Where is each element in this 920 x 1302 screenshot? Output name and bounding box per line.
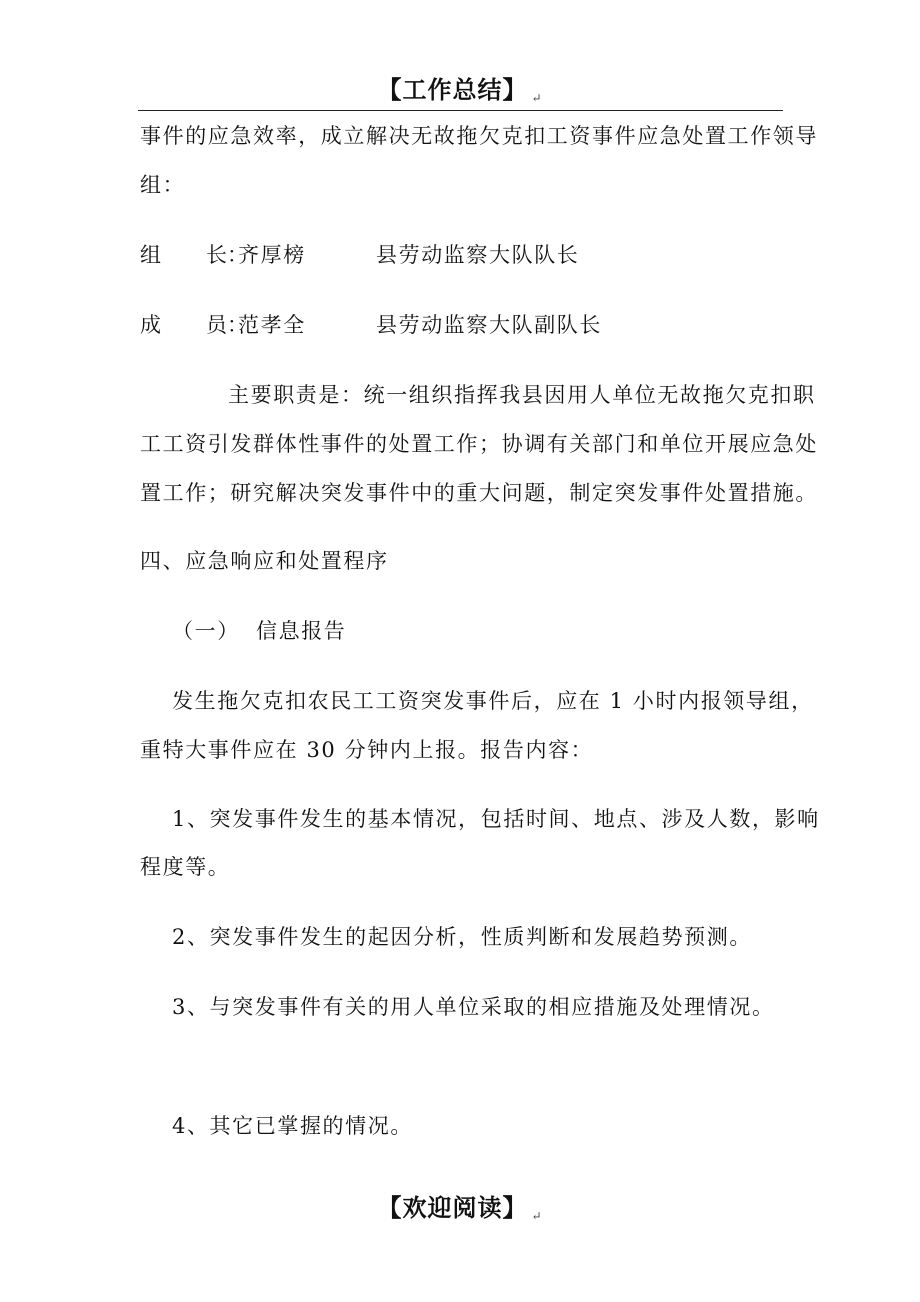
report-line-1: 发生拖欠克扣农民工工资突发事件后，应在 1 小时内报领导组， [172, 689, 814, 713]
subsection-title: 信息报告 [256, 619, 347, 643]
list-item-4: 4、其它已掌握的情况。 [172, 1114, 413, 1138]
intro-line-2: 组： [140, 173, 186, 197]
roster-row-member [140, 311, 602, 339]
list-item-3: 3、与突发事件有关的用人单位采取的相应措施及处理情况。 [172, 995, 775, 1019]
roster-title: 县劳动监察大队副队长 [376, 313, 602, 337]
footer-title [0, 1188, 920, 1223]
duties-line-2: 工工资引发群体性事件的处置工作；协调有关部门和单位开展应急处 [140, 432, 818, 456]
report-line-2: 重特大事件应在 30 分钟内上报。报告内容： [140, 738, 594, 762]
roster-name: 范孝全 [238, 313, 306, 337]
roster-label: 组 长： [140, 243, 248, 267]
roster-title: 县劳动监察大队队长 [376, 243, 580, 267]
duties-line-1: 主要职责是：统一组织指挥我县因用人单位无故拖欠克扣职 [228, 383, 816, 407]
intro-line-1: 事件的应急效率，成立解决无故拖欠克扣工资事件应急处置工作领导 [140, 124, 818, 148]
roster-name: 齐厚榜 [238, 243, 306, 267]
header-rule [138, 110, 783, 111]
list-item-1-line-2: 程度等。 [140, 855, 231, 879]
subsection-number: （一） [172, 619, 240, 643]
header-title [0, 70, 920, 105]
roster-row-leader [140, 241, 579, 269]
paragraph-mark-icon: ↵ [531, 1209, 543, 1223]
header-title-text: 【工作总结】 [377, 75, 528, 104]
paragraph-mark-icon: ↵ [531, 91, 543, 105]
subsection-heading [172, 617, 346, 645]
section-heading: 四、应急响应和处置程序 [140, 549, 389, 573]
roster-label: 成 员： [140, 313, 248, 337]
list-item-1-line-1: 1、突发事件发生的基本情况，包括时间、地点、涉及人数，影响 [172, 807, 820, 831]
list-item-2: 2、突发事件发生的起因分析，性质判断和发展趋势预测。 [172, 925, 752, 949]
footer-title-text: 【欢迎阅读】 [377, 1193, 528, 1222]
duties-line-3: 置工作；研究解决突发事件中的重大问题，制定突发事件处置措施。 [140, 481, 818, 505]
